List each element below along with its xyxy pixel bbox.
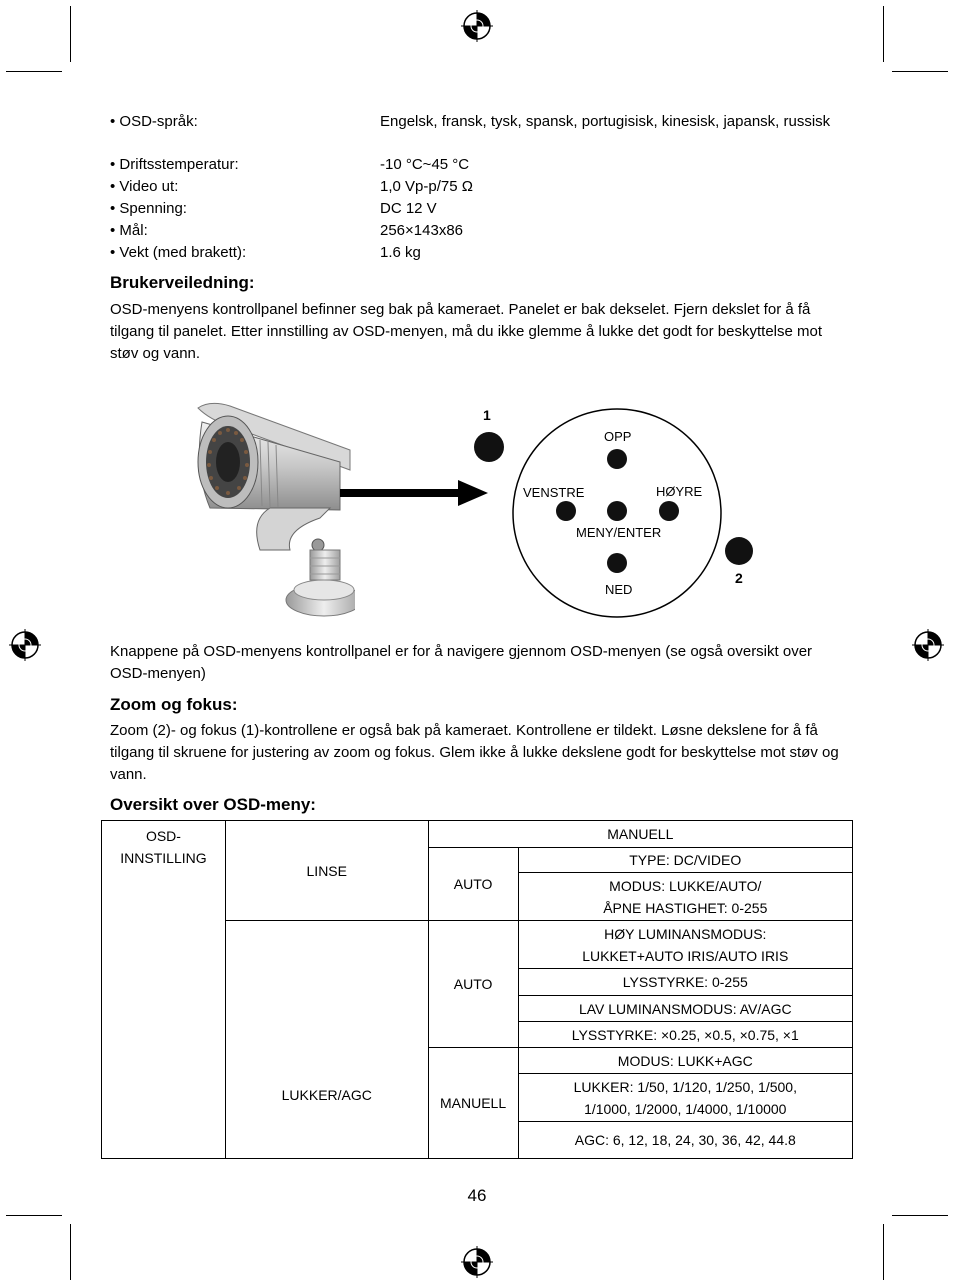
marker-label-2: 2 (735, 570, 743, 586)
osd-menu-table (101, 820, 853, 1159)
cell-lysstyrke-2: LYSSTYRKE: ×0.25, ×0.5, ×0.75, ×1 (518, 1022, 852, 1048)
section-heading-user-guide: Brukerveiledning: (110, 273, 255, 292)
label-right: HØYRE (656, 484, 703, 499)
registration-mark-icon (912, 629, 944, 661)
crop-mark (883, 1224, 884, 1280)
paragraph-panel-note: Knappene på OSD-menyens kontrollpanel er for å navigere gjennom OSD-menyen (se også oversikt over OSD-menyen) (110, 643, 813, 682)
crop-mark (70, 6, 71, 62)
cell-auto-linse: AUTO (428, 848, 518, 921)
crop-mark (883, 6, 884, 62)
cell-lysstyrke-1: LYSSTYRKE: 0-255 (518, 969, 852, 996)
spec-label: • Driftsstemperatur: (110, 156, 239, 173)
cell-hoy-luminans: HØY LUMINANSMODUS: LUKKET+AUTO IRIS/AUTO IRIS (518, 921, 852, 969)
button-down (607, 553, 627, 573)
marker-label-1: 1 (483, 407, 491, 423)
cell-modus-linse: MODUS: LUKKE/AUTO/ ÅPNE HASTIGHET: 0-255 (518, 873, 852, 921)
spec-value: 1,0 Vp-p/75 Ω (380, 178, 473, 195)
cell-auto-lukker: AUTO (428, 921, 518, 1048)
button-left (556, 501, 576, 521)
page-number: 46 (467, 1186, 487, 1205)
spec-value: -10 °C~45 °C (380, 156, 470, 173)
cell-manuell-lukker: MANUELL (428, 1048, 518, 1159)
spec-label: • OSD-språk: (110, 113, 198, 130)
cell-manuell-header: MANUELL (428, 821, 852, 848)
section-heading-osd-overview: Oversikt over OSD-meny: (110, 795, 316, 814)
button-up (607, 449, 627, 469)
zoom-control-marker (725, 537, 753, 565)
button-right (659, 501, 679, 521)
spec-value: 256×143x86 (380, 222, 463, 239)
spec-label: • Vekt (med brakett): (110, 244, 247, 261)
cell-type: TYPE: DC/VIDEO (518, 848, 852, 873)
crop-mark (70, 1224, 71, 1280)
osd-root-cell: OSD- INNSTILLING (102, 821, 226, 1159)
section-heading-zoom-focus: Zoom og fokus: (110, 695, 238, 714)
cell-modus-lukk-agc: MODUS: LUKK+AGC (518, 1048, 852, 1074)
cell-lav-luminans: LAV LUMINANSMODUS: AV/AGC (518, 996, 852, 1022)
crop-mark (6, 1215, 62, 1216)
crop-mark (6, 71, 62, 72)
spec-value: DC 12 V (380, 200, 437, 217)
label-down: NED (605, 582, 633, 597)
label-menu-enter: MENY/ENTER (576, 525, 662, 540)
camera-illustration (190, 400, 355, 625)
paragraph-user-guide: OSD-menyens kontrollpanel befinner seg bak på kameraet. Panelet er bak dekselet. Fjern dekslet for å få tilgang til panelet. Etter innstilling av OSD-menyen, må du ikke glemme å lukke det godt for beskyttelse mot støv og vann. (110, 301, 823, 362)
crop-mark (892, 1215, 948, 1216)
arrow-right-icon (340, 478, 490, 508)
paragraph-zoom-focus: Zoom (2)- og fokus (1)-kontrollene er også bak på kameraet. Kontrollene er tildekt. Løsne dekslene for å få tilgang til skruene for justering av zoom og fokus. Glem ikke å lukke dekslene godt for beskyttelse mot støv og vann. (110, 722, 839, 783)
registration-mark-icon (461, 1246, 493, 1278)
button-menu-enter (607, 501, 627, 521)
spec-value: 1.6 kg (380, 244, 421, 261)
label-up: OPP (604, 429, 632, 444)
focus-control-marker (474, 432, 504, 462)
spec-label: • Spenning: (110, 200, 187, 217)
cell-lukker-values: LUKKER: 1/50, 1/120, 1/250, 1/500, 1/1000, 1/2000, 1/4000, 1/10000 (518, 1074, 852, 1122)
label-left: VENSTRE (523, 485, 585, 500)
registration-mark-icon (461, 10, 493, 42)
spec-value: Engelsk, fransk, tysk, spansk, portugisisk, kinesisk, japansk, russisk (380, 113, 831, 130)
registration-mark-icon (9, 629, 41, 661)
spec-label: • Video ut: (110, 178, 179, 195)
cell-linse: LINSE (225, 821, 428, 921)
spec-label: • Mål: (110, 222, 148, 239)
cell-lukker-agc: LUKKER/AGC (225, 921, 428, 1159)
cell-agc-values: AGC: 6, 12, 18, 24, 30, 36, 42, 44.8 (518, 1122, 852, 1159)
crop-mark (892, 71, 948, 72)
